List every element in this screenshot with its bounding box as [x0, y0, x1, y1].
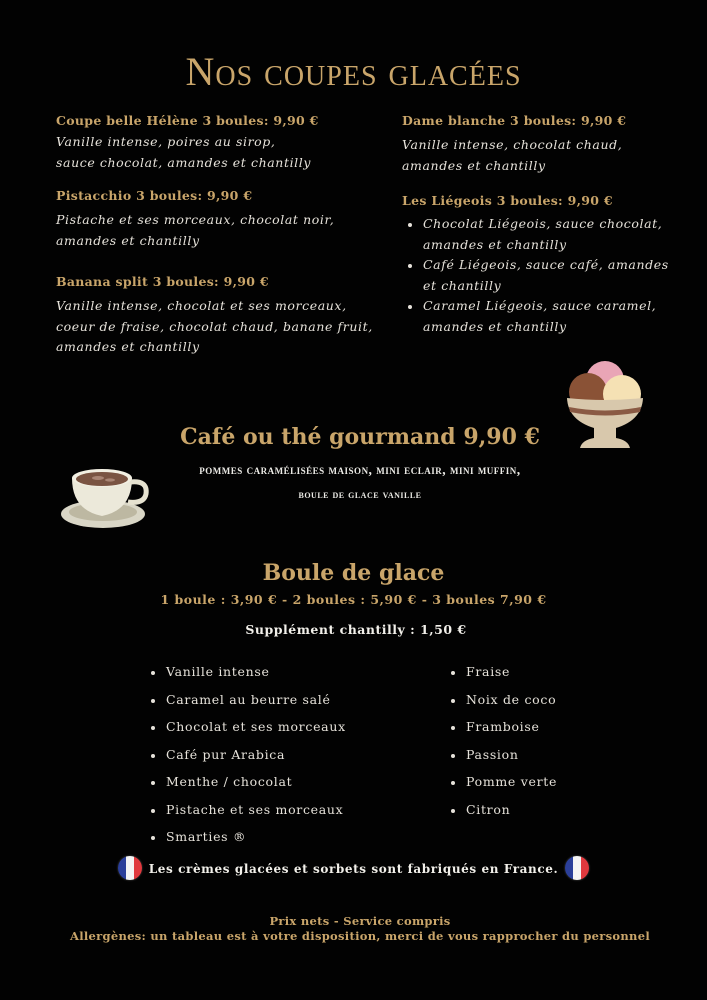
flavor-item: Passion: [450, 745, 650, 773]
chantilly-supplement: Supplément chantilly : 1,50 €: [245, 622, 467, 637]
menu-item-dame-blanche: [402, 112, 692, 176]
boule-prices: 1 boule : 3,90 € - 2 boules : 5,90 € - 3 boules 7,90 €: [160, 592, 547, 607]
bullet-line: et chantilly: [423, 277, 502, 293]
desc-line: sauce chocolat, amandes et chantilly: [56, 154, 312, 170]
item-description: [56, 210, 376, 251]
coffee-cup-icon: [58, 460, 152, 534]
flavor-item: Menthe / chocolat: [150, 772, 430, 800]
desc-line: amandes et chantilly: [56, 232, 200, 248]
item-description: [402, 135, 692, 176]
flavor-item: Fraise: [450, 662, 650, 690]
list-item: [402, 255, 692, 296]
menu-item-pistacchio: [56, 187, 376, 251]
coupes-left-column: [56, 112, 376, 372]
item-title: Banana split 3 boules: 9,90 €: [56, 274, 269, 289]
list-item: [402, 214, 692, 255]
flavor-list-right: [450, 662, 650, 827]
gourmand-description: [160, 458, 560, 506]
flavor-list-left: [150, 662, 430, 855]
menu-item-belle-helene: [56, 112, 376, 173]
french-flag-icon: [565, 856, 589, 880]
desc-line: coeur de fraise, chocolat chaud, banane fruit,: [56, 318, 373, 334]
flavor-item: Café pur Arabica: [150, 745, 430, 773]
bullet-line: Chocolat Liégeois, sauce chocolat,: [423, 216, 663, 231]
flavor-item: Noix de coco: [450, 690, 650, 718]
item-description: [56, 132, 376, 173]
desc-line: boule de glace vanille: [298, 487, 422, 501]
footer-prices-note: Prix nets - Service compris: [269, 914, 451, 928]
flavor-item: Pistache et ses morceaux: [150, 800, 430, 828]
gourmand-title: Café ou thé gourmand 9,90 €: [180, 424, 540, 450]
liegeois-list: [402, 214, 692, 337]
coupes-right-column: [402, 112, 692, 351]
menu-item-banana-split: [56, 273, 376, 358]
made-in-france-row: [0, 856, 707, 882]
item-title: Coupe belle Hélène 3 boules: 9,90 €: [56, 113, 319, 128]
desc-line: Vanille intense, chocolat et ses morceaux,: [56, 298, 347, 313]
item-title: Pistacchio 3 boules: 9,90 €: [56, 188, 253, 203]
list-item: [402, 296, 692, 337]
made-in-france-text: Les crèmes glacées et sorbets sont fabriqués en France.: [148, 862, 559, 876]
desc-line: pommes caramélisées maison, mini eclair, mini muffin,: [199, 462, 521, 477]
flavor-item: Vanille intense: [150, 662, 430, 690]
footer: [0, 914, 707, 944]
bullet-line: Caramel Liégeois, sauce caramel,: [423, 298, 657, 313]
flavor-item: Smarties ®: [150, 827, 430, 855]
bullet-line: amandes et chantilly: [423, 318, 567, 334]
desc-line: Vanille intense, chocolat chaud,: [402, 137, 623, 152]
bullet-line: Café Liégeois, sauce café, amandes: [423, 257, 669, 272]
boule-title: Boule de glace: [262, 560, 445, 586]
item-description: [56, 296, 376, 358]
flavor-item: Framboise: [450, 717, 650, 745]
flavor-item: Chocolat et ses morceaux: [150, 717, 430, 745]
desc-line: Pistache et ses morceaux, chocolat noir,: [56, 212, 335, 227]
footer-allergens-note: Allergènes: un tableau est à votre disposition, merci de vous rapprocher du personnel: [70, 929, 650, 943]
desc-line: Vanille intense, poires au sirop,: [56, 134, 276, 149]
page-title: Nos coupes glacées: [185, 49, 522, 94]
desc-line: amandes et chantilly: [56, 339, 200, 354]
bullet-line: amandes et chantilly: [423, 236, 567, 252]
flavor-item: Caramel au beurre salé: [150, 690, 430, 718]
flavor-item: Pomme verte: [450, 772, 650, 800]
item-title: Dame blanche 3 boules: 9,90 €: [402, 113, 627, 128]
flavor-item: Citron: [450, 800, 650, 828]
menu-item-liegeois: [402, 192, 692, 337]
desc-line: amandes et chantilly: [402, 157, 546, 173]
item-title: Les Liégeois 3 boules: 9,90 €: [402, 193, 613, 208]
